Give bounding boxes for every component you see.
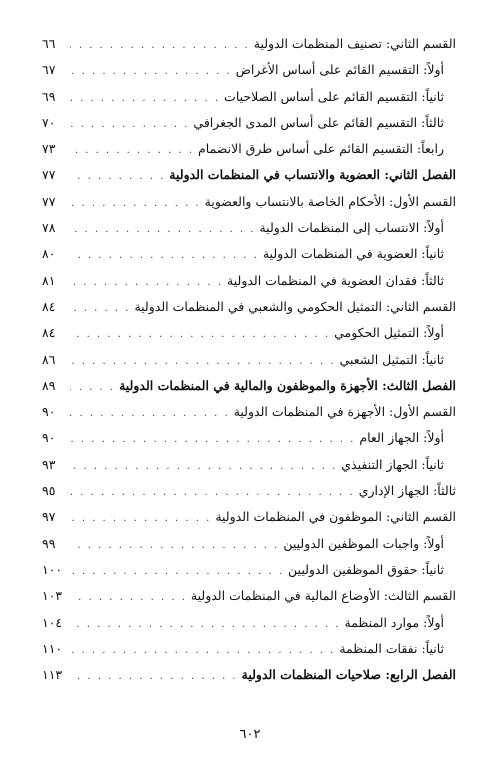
dot-leader <box>70 329 330 340</box>
dot-leader <box>70 198 201 209</box>
toc-item-row <box>42 115 456 141</box>
toc-item-row <box>42 457 456 483</box>
toc-item-row <box>42 562 456 588</box>
dot-leader <box>70 66 232 77</box>
toc-section-row <box>42 299 456 325</box>
dot-leader <box>70 250 259 261</box>
toc-entry-page: ٧٨ <box>42 220 56 236</box>
toc-entry-page: ١٠٠ <box>42 561 63 577</box>
toc-entry-page: ٨١ <box>42 272 56 288</box>
toc-entry-title: ثانياً: نفقات المنظمة <box>339 640 444 656</box>
dot-leader <box>70 434 355 445</box>
toc-entry-title: أولاً: التمثيل الحكومي <box>334 325 444 341</box>
toc-item-row <box>42 141 456 167</box>
toc-section-row <box>42 588 456 614</box>
page-number: ٦٠٢ <box>239 727 261 742</box>
toc-entry-title: الفصل الثالث: الأجهزة والموظفون والمالية في المنظمات الدولية <box>119 377 456 393</box>
toc-entry-page: ٩٠ <box>42 404 56 420</box>
toc-entry-title: ثانياً: حقوق الموظفين الدوليين <box>288 561 444 577</box>
dot-leader <box>70 356 336 367</box>
dot-leader <box>70 40 250 51</box>
dot-leader <box>70 171 165 182</box>
toc-entry-title: ثالثاً: فقدان العضوية في المنظمات الدولية <box>227 272 444 288</box>
dot-leader <box>70 303 130 314</box>
toc-entry-title: القسم الثالث: الأوضاع المالية في المنظمات الدولية <box>190 588 456 604</box>
toc-entry-title: الفصل الثاني: العضوية والانتساب في المنظمات الدولية <box>169 167 456 183</box>
toc-entry-title: القسم الثاني: تصنيف المنظمات الدولية <box>253 36 456 51</box>
toc-item-row <box>42 641 456 667</box>
toc-entry-page: ٩٩ <box>42 535 56 551</box>
toc-entry-title: ثانياً: العضوية في المنظمات الدولية <box>262 246 444 262</box>
toc-entry-title: ثانياً: التقسيم القائم على أساس الصلاحيات <box>224 88 444 104</box>
toc-entry-page: ٨٤ <box>42 298 56 314</box>
toc-entry-title: أولاً: موارد المنظمة <box>344 614 444 630</box>
toc-item-row <box>42 246 456 272</box>
toc-item-row <box>42 615 456 641</box>
toc-entry-title: القسم الثاني: الموظفون في المنظمات الدولية <box>215 509 456 525</box>
toc-entry-title: ثالثاً: التقسيم القائم على أساس المدى الجغرافي <box>193 114 444 130</box>
toc-chapter-row <box>42 667 456 693</box>
dot-leader <box>70 408 230 419</box>
toc-entry-page: ٨٠ <box>42 246 56 262</box>
toc-item-row <box>42 220 456 246</box>
dot-leader <box>70 619 341 630</box>
toc-item-row <box>42 325 456 351</box>
toc-entry-page: ٦٧ <box>42 62 56 78</box>
dot-leader <box>70 119 189 130</box>
toc-entry-page: ٧٧ <box>42 167 56 183</box>
toc-section-row <box>42 483 456 509</box>
toc-entry-page: ٧٠ <box>42 114 56 130</box>
dot-leader <box>70 513 211 524</box>
toc-entry-page: ٦٦ <box>42 36 56 51</box>
dot-leader <box>70 671 238 682</box>
toc-entry-title: ثانياً: الجهاز التنفيذي <box>341 456 444 472</box>
table-of-contents <box>42 36 456 693</box>
toc-entry-title: القسم الأول: الأجهزة في المنظمات الدولية <box>233 404 456 420</box>
toc-item-row <box>42 352 456 378</box>
dot-leader <box>70 592 187 603</box>
dot-leader <box>70 277 223 288</box>
dot-leader <box>70 487 355 498</box>
toc-entry-title: أولاً: واجبات الموظفين الدوليين <box>283 535 444 551</box>
toc-entry-page: ٧٣ <box>42 141 56 157</box>
toc-entry-page: ٦٩ <box>42 88 56 104</box>
toc-section-row <box>42 404 456 430</box>
toc-entry-page: ٨٩ <box>42 377 56 393</box>
dot-leader <box>70 145 194 156</box>
dot-leader <box>70 93 220 104</box>
toc-section-row <box>42 36 456 62</box>
toc-entry-title: ثانياً: التمثيل الشعبي <box>339 351 444 367</box>
toc-entry-title: أولاً: الجهاز العام <box>359 430 444 446</box>
toc-section-row <box>42 194 456 220</box>
toc-entry-page: ٩٣ <box>42 456 56 472</box>
toc-item-row <box>42 430 456 456</box>
dot-leader <box>70 382 115 393</box>
toc-entry-page: ١٠٣ <box>42 588 63 604</box>
toc-entry-page: ٩٧ <box>42 509 56 525</box>
toc-entry-title: ثالثاً: الجهاز الإداري <box>358 483 456 499</box>
toc-entry-title: أولاً: التقسيم القائم على أساس الأغراض <box>235 62 444 78</box>
toc-item-row <box>42 89 456 115</box>
toc-entry-page: ٨٦ <box>42 351 56 367</box>
toc-entry-page: ٨٤ <box>42 325 56 341</box>
toc-item-row <box>42 536 456 562</box>
toc-chapter-row <box>42 378 456 404</box>
toc-entry-page: ٩٥ <box>42 483 56 499</box>
dot-leader <box>70 566 284 577</box>
toc-item-row <box>42 62 456 88</box>
dot-leader <box>70 461 337 472</box>
toc-entry-page: ١٠٤ <box>42 614 63 630</box>
dot-leader <box>70 224 255 235</box>
toc-entry-page: ٩٠ <box>42 430 56 446</box>
toc-section-row <box>42 509 456 535</box>
toc-entry-page: ٧٧ <box>42 193 56 209</box>
toc-entry-title: القسم الأول: الأحكام الخاصة بالانتساب والعضوية <box>204 193 456 209</box>
toc-entry-title: أولاً: الانتساب إلى المنظمات الدولية <box>259 220 444 236</box>
toc-entry-title: القسم الثاني: التمثيل الحكومي والشعبي في المنظمات الدولية <box>134 298 456 314</box>
toc-entry-page: ١١٠ <box>42 640 63 656</box>
toc-entry-title: الفصل الرابع: صلاحيات المنظمات الدولية <box>241 667 456 683</box>
toc-chapter-row <box>42 167 456 193</box>
toc-entry-page: ١١٣ <box>42 667 63 683</box>
toc-item-row <box>42 273 456 299</box>
toc-entry-title: رابعاً: التقسيم القائم على أساس طرق الانضمام <box>198 141 444 157</box>
dot-leader <box>70 540 279 551</box>
dot-leader <box>70 645 335 656</box>
